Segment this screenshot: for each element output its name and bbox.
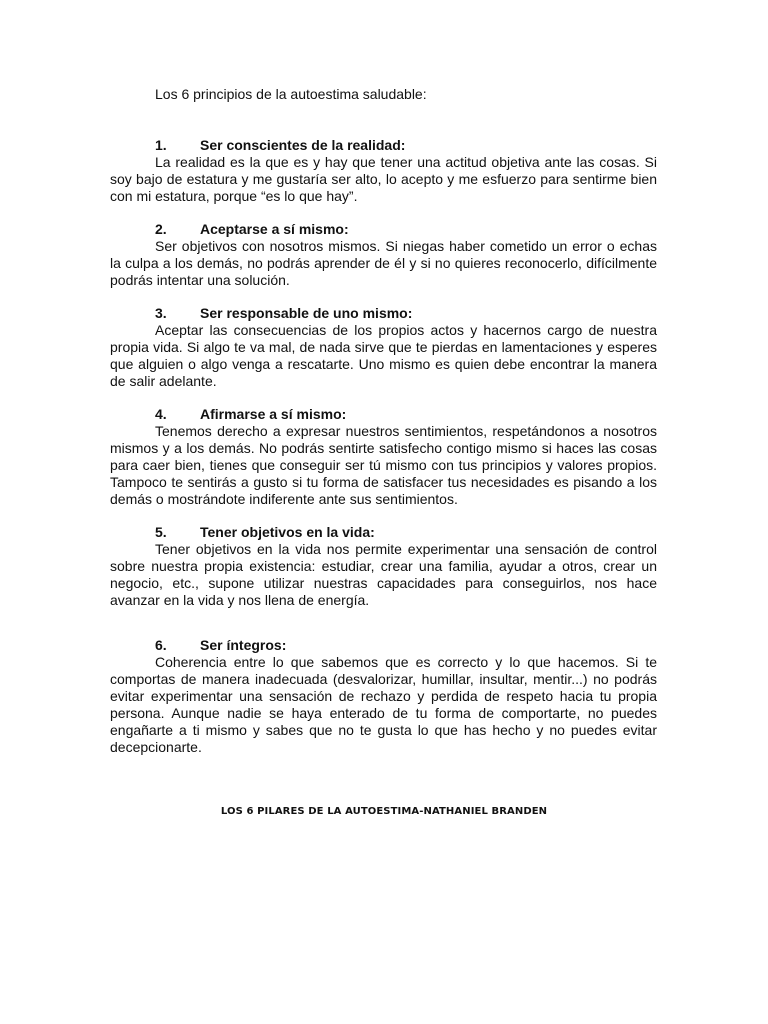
principle-heading — [110, 221, 657, 238]
principle-text: La realidad es la que es y hay que tener una actitud objetiva ante las cosas. Si soy bajo de estatura y me gustaría ser alto, lo acepto y me esfuerzo para sentirme bien con mi estatura, porque “es lo que hay”. — [110, 154, 657, 204]
principle-section-4 — [110, 406, 657, 508]
principle-section-5 — [110, 524, 657, 609]
principle-section-3 — [110, 305, 657, 390]
principle-section-2 — [110, 221, 657, 289]
principle-number: 3. — [155, 305, 167, 321]
principle-text: Coherencia entre lo que sabemos que es correcto y lo que hacemos. Si te comportas de manera inadecuada (desvalorizar, humillar, insultar, mentir...) no podrás evitar experimentar una sensación de rechazo y perdida de respeto hacia tu propia persona. Aunque nadie se haya enterado de tu forma de comportarte, no puedes engañarte a ti mismo y sabes que no te gusta lo que has hecho y no puedes evitar decepcionarte. — [110, 654, 657, 755]
principle-title: Tener objetivos en la vida: — [200, 524, 375, 540]
principle-title: Aceptarse a sí mismo: — [200, 221, 349, 237]
principle-text: Ser objetivos con nosotros mismos. Si niegas haber cometido un error o echas la culpa a los demás, no podrás aprender de él y si no quieres reconocerlo, difícilmente podrás intentar una solución. — [110, 238, 657, 288]
principle-section-1 — [110, 137, 657, 205]
principle-text: Aceptar las consecuencias de los propios actos y hacernos cargo de nuestra propia vida. Si algo te va mal, de nada sirve que te pierdas en lamentaciones y esperes que alguien o algo venga a rescatarte. Uno mismo es quien debe encontrar la manera de salir adelante. — [110, 322, 657, 389]
principle-section-6 — [110, 637, 657, 756]
intro-text: Los 6 principios de la autoestima saludable: — [155, 86, 427, 102]
principle-text: Tenemos derecho a expresar nuestros sentimientos, respetándonos a nosotros mismos y a los demás. No podrás sentirte satisfecho contigo mismo si haces las cosas para caer bien, tienes que conseguir ser tú mismo con tus principios y valores propios. Tampoco te sentirás a gusto si tu forma de satisfacer tus necesidades es pisando a los demás o mostrándote indiferente ante sus sentimientos. — [110, 423, 657, 507]
principle-heading — [110, 524, 657, 541]
document-page — [110, 86, 657, 772]
principle-heading — [110, 137, 657, 154]
principle-title: Afirmarse a sí mismo: — [200, 406, 347, 422]
principle-title: Ser responsable de uno mismo: — [200, 305, 413, 321]
principle-number: 6. — [155, 637, 167, 653]
principle-text: Tener objetivos en la vida nos permite experimentar una sensación de control sobre nuestra propia existencia: estudiar, crear una familia, ayudar a otros, crear un negocio, etc., supone utilizar nuestras capacidades para conseguirlos, nos hace avanzar en la vida y nos llena de energía. — [110, 541, 657, 608]
principle-number: 4. — [155, 406, 167, 422]
principle-number: 1. — [155, 137, 167, 153]
principle-title: Ser conscientes de la realidad: — [200, 137, 406, 153]
principle-heading — [110, 406, 657, 423]
principle-heading — [110, 637, 657, 654]
document-footer: LOS 6 PILARES DE LA AUTOESTIMA-NATHANIEL BRANDEN — [220, 806, 548, 817]
principle-number: 5. — [155, 524, 167, 540]
principle-title: Ser íntegros: — [200, 637, 287, 653]
principle-number: 2. — [155, 221, 167, 237]
principle-heading — [110, 305, 657, 322]
